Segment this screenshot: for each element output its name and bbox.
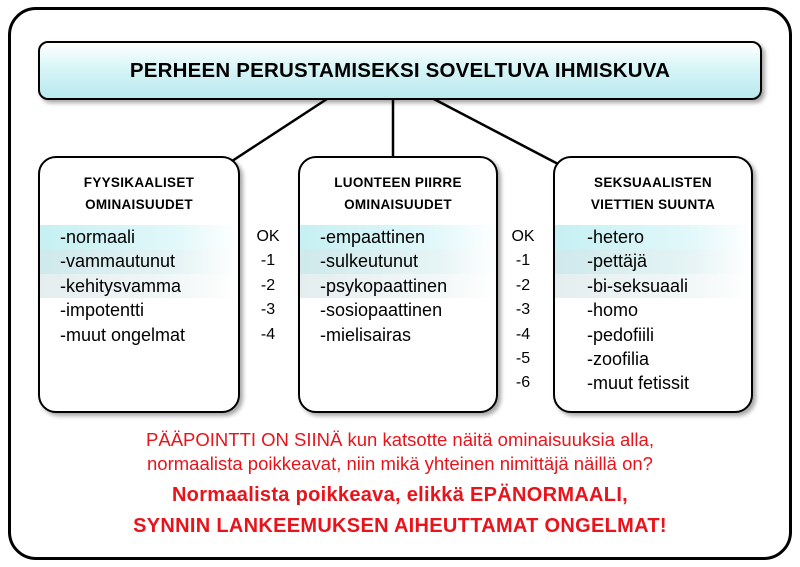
- sexual-heading-line2: VIETTIEN SUUNTA: [590, 197, 716, 212]
- sexual-orientation-box: [553, 156, 753, 413]
- conclusion-line1: Normaalista poikkeava, elikkä EPÄNORMAALI,: [171, 484, 629, 506]
- personality-traits-list: [300, 225, 496, 347]
- score-value: OK: [511, 228, 535, 245]
- score-value: -1: [515, 252, 531, 270]
- list-item: -pedofiili: [587, 324, 655, 345]
- diagram-title: PERHEEN PERUSTAMISEKSI SOVELTUVA IHMISKUVA: [38, 41, 762, 100]
- score-value: -2: [260, 276, 276, 294]
- list-item: -kehitysvamma: [40, 274, 238, 298]
- main-point-line2: normaalista poikkeavat, niin mikä yhteinen nimittäjä näillä on?: [147, 453, 653, 474]
- physical-heading-line1: FYYSIKAALISET: [83, 175, 195, 190]
- conclusion-line2: SYNNIN LANKEEMUKSEN AIHEUTTAMAT ONGELMAT!: [133, 515, 667, 537]
- score-value: -2: [515, 276, 531, 294]
- score-value: -4: [260, 325, 276, 343]
- list-item: -zoofilia: [587, 348, 650, 369]
- list-item: -impotentti: [60, 300, 145, 321]
- score-value: -3: [260, 301, 276, 319]
- score-value: -4: [515, 325, 531, 343]
- score-value: -3: [515, 301, 531, 319]
- personality-heading-line1: LUONTEEN PIIRRE: [334, 175, 462, 190]
- list-item: -psykopaattinen: [300, 274, 496, 298]
- physical-traits-heading: [40, 172, 238, 216]
- connector-right: [430, 97, 560, 165]
- physical-traits-list: [40, 225, 238, 347]
- sexual-orientation-list: [555, 225, 751, 396]
- score-column-1: [248, 225, 288, 347]
- list-item: -normaali: [40, 225, 238, 249]
- score-value: -5: [515, 349, 531, 367]
- personality-traits-heading: [300, 172, 496, 216]
- sexual-orientation-heading: [555, 172, 751, 216]
- list-item: -homo: [587, 300, 639, 321]
- personality-heading-line2: OMINAISUUDET: [344, 197, 452, 212]
- list-item: -hetero: [555, 225, 751, 249]
- sexual-heading-line1: SEKSUAALISTEN: [594, 175, 712, 190]
- physical-traits-box: [38, 156, 240, 413]
- score-value: -6: [515, 374, 531, 392]
- score-value: OK: [256, 228, 280, 245]
- main-point-line1: PÄÄPOINTTI ON SIINÄ kun katsotte näitä ominaisuuksia alla,: [146, 429, 654, 450]
- connector-left: [226, 97, 330, 165]
- list-item: -sosiopaattinen: [320, 300, 443, 321]
- list-item: -mielisairas: [320, 324, 412, 345]
- physical-heading-line2: OMINAISUUDET: [85, 197, 193, 212]
- list-item: -muut ongelmat: [60, 324, 186, 345]
- score-value: -1: [260, 252, 276, 270]
- list-item: -bi-seksuaali: [555, 274, 751, 298]
- list-item: -pettäjä: [555, 249, 751, 273]
- list-item: -sulkeutunut: [300, 249, 496, 273]
- list-item: -vammautunut: [40, 249, 238, 273]
- list-item: -empaattinen: [300, 225, 496, 249]
- personality-traits-box: [298, 156, 498, 413]
- list-item: -muut fetissit: [587, 373, 690, 394]
- score-column-2: [503, 225, 543, 396]
